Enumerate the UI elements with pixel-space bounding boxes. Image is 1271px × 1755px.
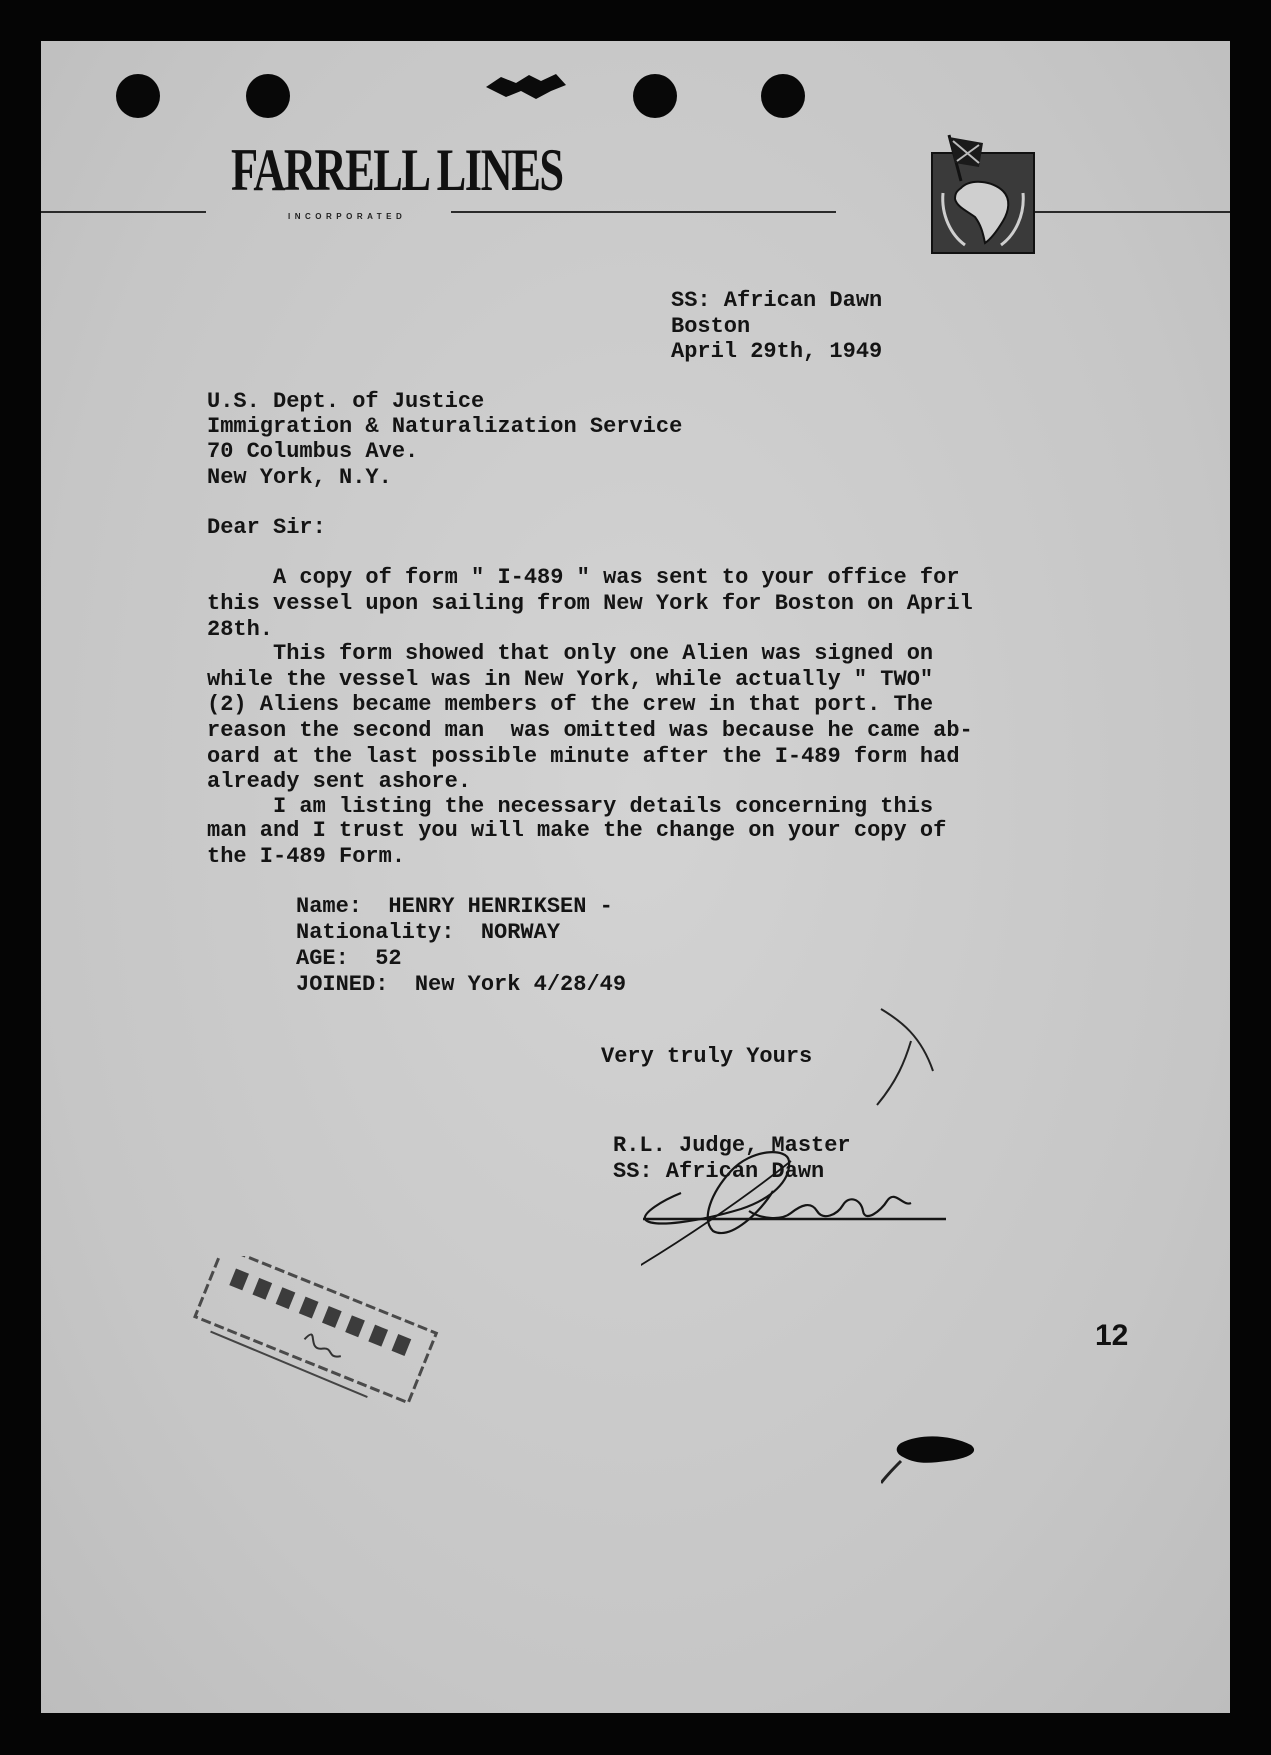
valediction: Very truly Yours (601, 1044, 813, 1069)
company-logo-text: FARRELL LINES (231, 137, 563, 203)
body-line: A copy of form " I-489 " was sent to your office for (207, 565, 960, 590)
africa-flag-emblem (931, 133, 1036, 255)
body-line: this vessel upon sailing from New York for Boston on April (207, 591, 973, 616)
body-line: reason the second man was omitted was because he came ab- (207, 718, 973, 743)
detail-name: Name: HENRY HENRIKSEN - (296, 894, 613, 919)
body-line: 28th. (207, 617, 274, 642)
body-line: man and I trust you will make the change on your copy of (207, 818, 947, 843)
body-line: (2) Aliens became members of the crew in that port. The (207, 692, 934, 717)
pencil-check-mark (871, 1001, 951, 1111)
salutation: Dear Sir: (207, 515, 326, 540)
detail-nationality: Nationality: NORWAY (296, 920, 561, 945)
punch-hole-torn (481, 69, 571, 109)
body-line: while the vessel was in New York, while actually " TWO" (207, 667, 934, 692)
detail-joined: JOINED: New York 4/28/49 (296, 972, 627, 997)
punch-hole (116, 74, 160, 118)
body-line: already sent ashore. (207, 769, 472, 794)
punch-hole (761, 74, 805, 118)
signer-ship: SS: African Dawn (613, 1159, 825, 1184)
page-number: 12 (1095, 1319, 1129, 1352)
recipient-line: U.S. Dept. of Justice (207, 389, 485, 414)
body-line: oard at the last possible minute after the I-489 form had (207, 744, 960, 769)
recipient-line: Immigration & Naturalization Service (207, 414, 683, 439)
heading-date: April 29th, 1949 (671, 339, 883, 364)
punch-hole (246, 74, 290, 118)
received-stamp (189, 1256, 459, 1406)
heading-port: Boston (671, 314, 751, 339)
letterhead-rule-left (41, 211, 206, 213)
company-logo-subtitle: INCORPORATED (288, 212, 407, 221)
letter-page (41, 41, 1230, 1713)
detail-age: AGE: 52 (296, 946, 402, 971)
letterhead-rule-middle (451, 211, 836, 213)
body-line: the I-489 Form. (207, 844, 406, 869)
ink-blot (881, 1431, 991, 1491)
recipient-line: New York, N.Y. (207, 465, 392, 490)
body-line: This form showed that only one Alien was signed on (207, 641, 934, 666)
body-line: I am listing the necessary details concerning this (207, 794, 934, 819)
recipient-line: 70 Columbus Ave. (207, 439, 419, 464)
signer-name: R.L. Judge, Master (613, 1133, 851, 1158)
heading-ship: SS: African Dawn (671, 288, 883, 313)
punch-hole (633, 74, 677, 118)
